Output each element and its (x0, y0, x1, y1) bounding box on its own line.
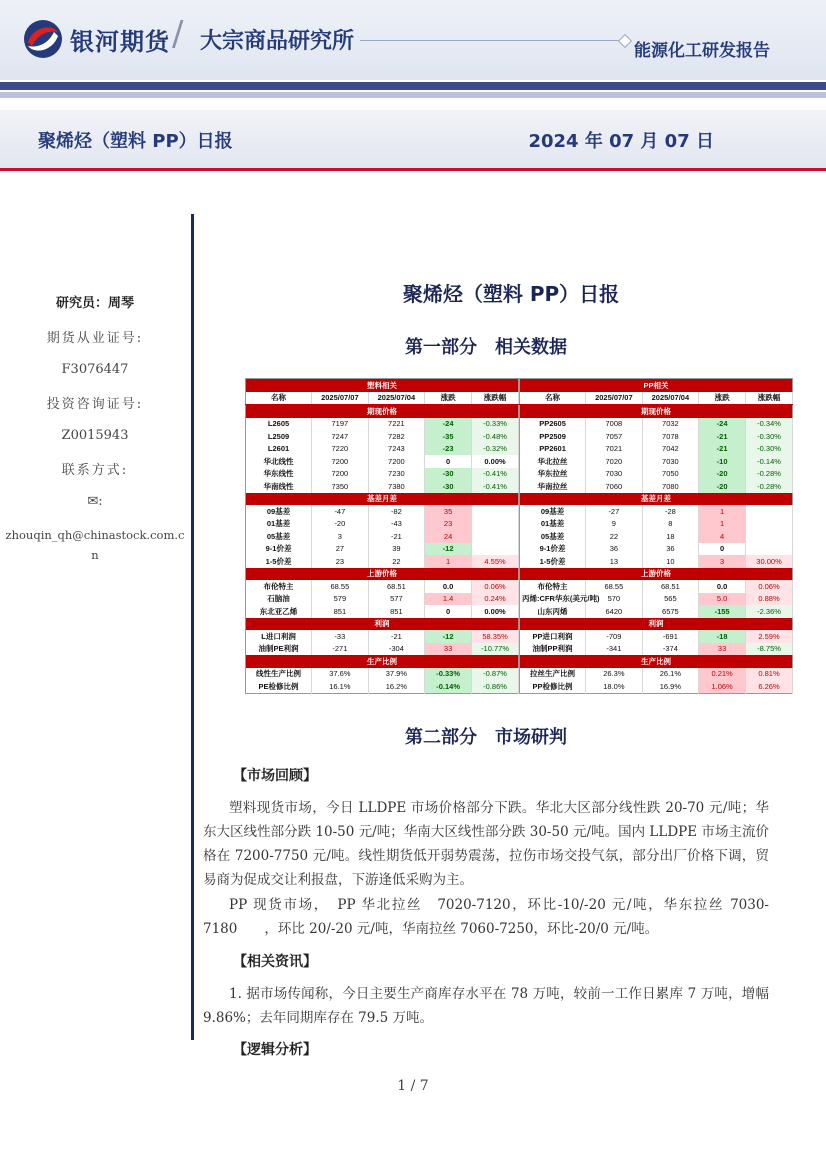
table-row (246, 555, 519, 568)
change-pct (472, 505, 519, 518)
row-name: 01基差 (246, 518, 312, 531)
change: -155 (699, 605, 746, 618)
change: 35 (425, 505, 472, 518)
row-name: PP2509 (520, 430, 586, 443)
change: -20 (699, 468, 746, 481)
section-title-row (246, 405, 519, 418)
table-row (520, 680, 793, 693)
section-title: 生产比例 (246, 655, 519, 668)
table-header-row (520, 392, 793, 405)
section-title: 上游价格 (520, 568, 793, 581)
change-pct: -0.41% (472, 468, 519, 481)
value-previous: 26.1% (642, 668, 699, 681)
value-current: 22 (586, 530, 643, 543)
table-row (520, 430, 793, 443)
table-group-row (520, 379, 793, 392)
row-name: 华东线性 (246, 468, 312, 481)
value-current: -709 (586, 630, 643, 643)
table-row (246, 480, 519, 493)
row-name: 油制PP利润 (520, 643, 586, 656)
section-title: 利润 (246, 618, 519, 631)
value-previous: 7030 (642, 455, 699, 468)
table-row (520, 530, 793, 543)
row-name: L进口利润 (246, 630, 312, 643)
mail-icon: ✉: (87, 494, 103, 509)
change: -12 (425, 630, 472, 643)
table-row (520, 468, 793, 481)
news-paragraph-1: 1. 据市场传闻称，今日主要生产商库存水平在 78 万吨，较前一工作日累库 7 万吨，增幅 9.86%；去年同期库存在 79.5 万吨。 (203, 986, 769, 1026)
section-title-row (520, 568, 793, 581)
advisory-label: 投资咨询证号: (46, 397, 144, 412)
table-row (520, 543, 793, 556)
change-pct: 0.88% (746, 593, 793, 606)
value-previous: 37.9% (368, 668, 425, 681)
value-previous: 68.51 (642, 580, 699, 593)
change-pct: -0.28% (746, 468, 793, 481)
section-title-row (520, 493, 793, 506)
value-current: 68.55 (586, 580, 643, 593)
market-review-paragraph-2: PP 现货市场， PP 华北拉丝 7020-7120，环比-10/-20 元/吨，华东拉丝 7030-7180 ，环比 20/-20 元/吨，华南拉丝 7060-7250，环比-20/0 元/吨。 (203, 897, 769, 937)
change: -30 (425, 468, 472, 481)
value-current: 7200 (312, 468, 369, 481)
change: 0 (699, 543, 746, 556)
table-row (520, 418, 793, 431)
value-previous: 16.9% (642, 680, 699, 693)
change: -0.14% (425, 680, 472, 693)
row-name: 油制PE利润 (246, 643, 312, 656)
value-current: -271 (312, 643, 369, 656)
value-current: 68.55 (312, 580, 369, 593)
table-row (520, 593, 793, 606)
change: -21 (699, 430, 746, 443)
table-row (246, 668, 519, 681)
section-title-row (246, 568, 519, 581)
value-current: 7060 (586, 480, 643, 493)
row-name: PE检修比例 (246, 680, 312, 693)
change: -21 (699, 443, 746, 456)
row-name: 华南线性 (246, 480, 312, 493)
table-row (520, 518, 793, 531)
value-previous: 7200 (368, 455, 425, 468)
value-previous: 851 (368, 605, 425, 618)
table-row (520, 580, 793, 593)
column-header: 涨跌幅 (472, 392, 519, 405)
row-name: 华南拉丝 (520, 480, 586, 493)
brand-name: 银河期货 (70, 28, 170, 56)
value-current: 7030 (586, 468, 643, 481)
value-current: 579 (312, 593, 369, 606)
value-previous: 6575 (642, 605, 699, 618)
column-header: 2025/07/07 (586, 392, 643, 405)
change: 0.0 (699, 580, 746, 593)
value-previous: 68.51 (368, 580, 425, 593)
table-group-title: PP相关 (520, 379, 793, 392)
change-pct: 0.06% (746, 580, 793, 593)
table-row (246, 455, 519, 468)
value-previous: 16.2% (368, 680, 425, 693)
header-diamond (618, 34, 632, 48)
change: 0 (425, 605, 472, 618)
change-pct: -2.36% (746, 605, 793, 618)
table-row (520, 505, 793, 518)
report-date: 2024 年 07 月 07 日 (528, 131, 714, 152)
change-pct: -0.48% (472, 430, 519, 443)
row-name: 05基差 (246, 530, 312, 543)
change-pct: 0.24% (472, 593, 519, 606)
report-header (0, 0, 826, 80)
row-name: PP检修比例 (520, 680, 586, 693)
license-number: F3076447 (61, 362, 129, 377)
institute-name: 大宗商品研究所 (200, 29, 355, 54)
value-current: 37.6% (312, 668, 369, 681)
change-pct: -0.86% (472, 680, 519, 693)
change-pct (746, 518, 793, 531)
market-review-paragraph-1: 塑料现货市场，今日 LLDPE 市场价格部分下跌。华北大区部分线性跌 20-70 元/吨；华东大区线性部分跌 10-50 元/吨；华南大区线性部分跌 30-50 元/吨。国内 LLDPE 市场主流价格在 7200-7750 元/吨。线性期货低开弱势震荡，拉伤市场交投气氛，部分出厂价格下调，贸易商为促成交让利报盘，下游逢低采购为主。 (203, 800, 769, 888)
section-title: 生产比例 (520, 655, 793, 668)
main-title: 聚烯烃（塑料 PP）日报 (402, 282, 620, 306)
value-current: 7020 (586, 455, 643, 468)
row-name: 05基差 (520, 530, 586, 543)
value-previous: -304 (368, 643, 425, 656)
value-previous: -21 (368, 630, 425, 643)
value-previous: -43 (368, 518, 425, 531)
value-previous: 7230 (368, 468, 425, 481)
column-header: 名称 (246, 392, 312, 405)
change: 0.21% (699, 668, 746, 681)
section-title-row (246, 618, 519, 631)
change-pct: -0.30% (746, 443, 793, 456)
change-pct: 30.00% (746, 555, 793, 568)
table-row (520, 555, 793, 568)
value-current: 27 (312, 543, 369, 556)
change: 33 (425, 643, 472, 656)
table-row (520, 630, 793, 643)
value-current: 26.3% (586, 668, 643, 681)
email-link[interactable]: zhouqin_qh@chinastock.com.cn (5, 528, 185, 562)
change: -35 (425, 430, 472, 443)
value-current: 7350 (312, 480, 369, 493)
column-header: 2025/07/04 (642, 392, 699, 405)
value-previous: 7050 (642, 468, 699, 481)
header-stripe-light (0, 92, 826, 98)
value-current: 3 (312, 530, 369, 543)
column-header: 涨跌 (425, 392, 472, 405)
section-title: 期现价格 (520, 405, 793, 418)
value-previous: 22 (368, 555, 425, 568)
change-pct: -0.33% (472, 418, 519, 431)
value-current: 6420 (586, 605, 643, 618)
table-row (246, 593, 519, 606)
news-heading: 【相关资讯】 (233, 954, 317, 970)
title-underline (0, 168, 826, 171)
value-previous: 577 (368, 593, 425, 606)
plastic-data-table (245, 378, 519, 694)
column-header: 涨跌 (699, 392, 746, 405)
change-pct: 6.26% (746, 680, 793, 693)
change-pct: -0.41% (472, 480, 519, 493)
row-name: 华北拉丝 (520, 455, 586, 468)
section-title-row (520, 405, 793, 418)
row-name: 石脑油 (246, 593, 312, 606)
section-title-row (520, 618, 793, 631)
section-heading-data: 第一部分 相关数据 (405, 337, 567, 358)
table-row (520, 605, 793, 618)
table-row (246, 418, 519, 431)
change: -24 (699, 418, 746, 431)
table-row (246, 580, 519, 593)
change: 1.06% (699, 680, 746, 693)
value-current: 7220 (312, 443, 369, 456)
change: -20 (699, 480, 746, 493)
change: 33 (699, 643, 746, 656)
row-name: L2509 (246, 430, 312, 443)
change: 4 (699, 530, 746, 543)
column-header: 名称 (520, 392, 586, 405)
table-row (520, 643, 793, 656)
change-pct (472, 530, 519, 543)
change-pct: -10.77% (472, 643, 519, 656)
value-previous: 7032 (642, 418, 699, 431)
table-row (246, 643, 519, 656)
row-name: PP进口利润 (520, 630, 586, 643)
value-current: 16.1% (312, 680, 369, 693)
value-current: 7197 (312, 418, 369, 431)
change: -0.33% (425, 668, 472, 681)
change-pct: -0.28% (746, 480, 793, 493)
table-group-title: 塑料相关 (246, 379, 519, 392)
value-previous: 7282 (368, 430, 425, 443)
row-name: 华北线性 (246, 455, 312, 468)
row-name: 华东拉丝 (520, 468, 586, 481)
sidebar-divider (191, 214, 194, 1040)
value-previous: -374 (642, 643, 699, 656)
value-current: 18.0% (586, 680, 643, 693)
row-name: 布伦特主 (520, 580, 586, 593)
table-row (520, 455, 793, 468)
value-previous: 10 (642, 555, 699, 568)
title-bar (0, 110, 826, 168)
table-row (246, 468, 519, 481)
table-row (246, 430, 519, 443)
change-pct: 0.06% (472, 580, 519, 593)
section-title: 基差月差 (520, 493, 793, 506)
row-name: 线性生产比例 (246, 668, 312, 681)
change: 5.0 (699, 593, 746, 606)
header-divider: / (172, 14, 184, 54)
table-row (246, 543, 519, 556)
market-review-heading: 【市场回顾】 (233, 768, 317, 784)
section-title-row (246, 655, 519, 668)
report-type: 能源化工研发报告 (634, 41, 770, 61)
change: 1 (699, 505, 746, 518)
value-current: 851 (312, 605, 369, 618)
table-row (246, 605, 519, 618)
row-name: PP2605 (520, 418, 586, 431)
value-previous: 36 (642, 543, 699, 556)
pp-data-table (519, 378, 793, 694)
row-name: 布伦特主 (246, 580, 312, 593)
row-name: 山东丙烯 (520, 605, 586, 618)
change: -12 (425, 543, 472, 556)
value-current: -341 (586, 643, 643, 656)
value-current: 9 (586, 518, 643, 531)
change-pct: 0.00% (472, 455, 519, 468)
value-previous: -82 (368, 505, 425, 518)
change-pct: 2.59% (746, 630, 793, 643)
row-name: 09基差 (520, 505, 586, 518)
change: 0.0 (425, 580, 472, 593)
row-name: 东北亚乙烯 (246, 605, 312, 618)
section-title: 利润 (520, 618, 793, 631)
table-header-row (246, 392, 519, 405)
section-heading-analysis: 第二部分 市场研判 (405, 727, 567, 748)
license-label: 期货从业证号: (46, 331, 144, 346)
table-row (246, 630, 519, 643)
section-title: 上游价格 (246, 568, 519, 581)
row-name: 09基差 (246, 505, 312, 518)
value-current: -33 (312, 630, 369, 643)
column-header: 2025/07/04 (368, 392, 425, 405)
value-previous: 7080 (642, 480, 699, 493)
change-pct: -0.34% (746, 418, 793, 431)
row-name: L2601 (246, 443, 312, 456)
header-rule (360, 40, 625, 41)
analyst-name: 研究员：周琴 (55, 296, 134, 311)
column-header: 2025/07/07 (312, 392, 369, 405)
change-pct: 0.00% (472, 605, 519, 618)
row-name: L2605 (246, 418, 312, 431)
change-pct (472, 543, 519, 556)
change-pct (746, 543, 793, 556)
table-row (520, 480, 793, 493)
value-previous: -21 (368, 530, 425, 543)
change: 3 (699, 555, 746, 568)
yinhe-logo-icon (22, 18, 64, 60)
contact-label: 联系方式: (61, 463, 129, 478)
value-current: 7200 (312, 455, 369, 468)
value-current: 13 (586, 555, 643, 568)
value-previous: 7243 (368, 443, 425, 456)
change: -10 (699, 455, 746, 468)
row-name: 1-5价差 (246, 555, 312, 568)
table-row (246, 518, 519, 531)
value-current: 7057 (586, 430, 643, 443)
logic-heading: 【逻辑分析】 (233, 1042, 317, 1058)
row-name: PP2601 (520, 443, 586, 456)
change-pct: 0.81% (746, 668, 793, 681)
value-previous: -691 (642, 630, 699, 643)
value-current: 36 (586, 543, 643, 556)
value-previous: 565 (642, 593, 699, 606)
value-current: -20 (312, 518, 369, 531)
table-row (246, 680, 519, 693)
row-name: 丙烯:CFR华东(美元/吨) (520, 593, 586, 606)
report-title: 聚烯烃（塑料 PP）日报 (38, 131, 233, 152)
row-name: 9-1价差 (246, 543, 312, 556)
change: 1.4 (425, 593, 472, 606)
table-row (246, 505, 519, 518)
value-current: -47 (312, 505, 369, 518)
value-previous: 7380 (368, 480, 425, 493)
change: -18 (699, 630, 746, 643)
section-title: 基差月差 (246, 493, 519, 506)
change-pct: -0.14% (746, 455, 793, 468)
value-previous: 8 (642, 518, 699, 531)
change: -24 (425, 418, 472, 431)
change: 23 (425, 518, 472, 531)
value-previous: 7221 (368, 418, 425, 431)
section-title: 期现价格 (246, 405, 519, 418)
change: 0 (425, 455, 472, 468)
change-pct (746, 530, 793, 543)
value-current: 7021 (586, 443, 643, 456)
value-previous: 7042 (642, 443, 699, 456)
value-current: -27 (586, 505, 643, 518)
change: 24 (425, 530, 472, 543)
column-header: 涨跌幅 (746, 392, 793, 405)
row-name: 01基差 (520, 518, 586, 531)
change-pct: 4.55% (472, 555, 519, 568)
value-current: 7008 (586, 418, 643, 431)
change: -23 (425, 443, 472, 456)
row-name: 拉丝生产比例 (520, 668, 586, 681)
change-pct: -8.75% (746, 643, 793, 656)
value-current: 7247 (312, 430, 369, 443)
change-pct: 58.35% (472, 630, 519, 643)
change-pct: -0.32% (472, 443, 519, 456)
analyst-sidebar (0, 292, 190, 565)
table-row (246, 530, 519, 543)
value-current: 570 (586, 593, 643, 606)
change-pct (472, 518, 519, 531)
header-stripe-dark (0, 82, 826, 90)
change: 1 (699, 518, 746, 531)
advisory-number: Z0015943 (61, 428, 129, 443)
change-pct (746, 505, 793, 518)
section-title-row (520, 655, 793, 668)
table-group-row (246, 379, 519, 392)
value-current: 23 (312, 555, 369, 568)
section-title-row (246, 493, 519, 506)
change-pct: -0.87% (472, 668, 519, 681)
table-row (520, 443, 793, 456)
table-row (520, 668, 793, 681)
change: 1 (425, 555, 472, 568)
value-previous: 18 (642, 530, 699, 543)
change: -30 (425, 480, 472, 493)
row-name: 9-1价差 (520, 543, 586, 556)
value-previous: 7078 (642, 430, 699, 443)
page-number: 1 / 7 (397, 1078, 429, 1094)
row-name: 1-5价差 (520, 555, 586, 568)
change-pct: -0.30% (746, 430, 793, 443)
table-row (246, 443, 519, 456)
value-previous: 39 (368, 543, 425, 556)
value-previous: -28 (642, 505, 699, 518)
